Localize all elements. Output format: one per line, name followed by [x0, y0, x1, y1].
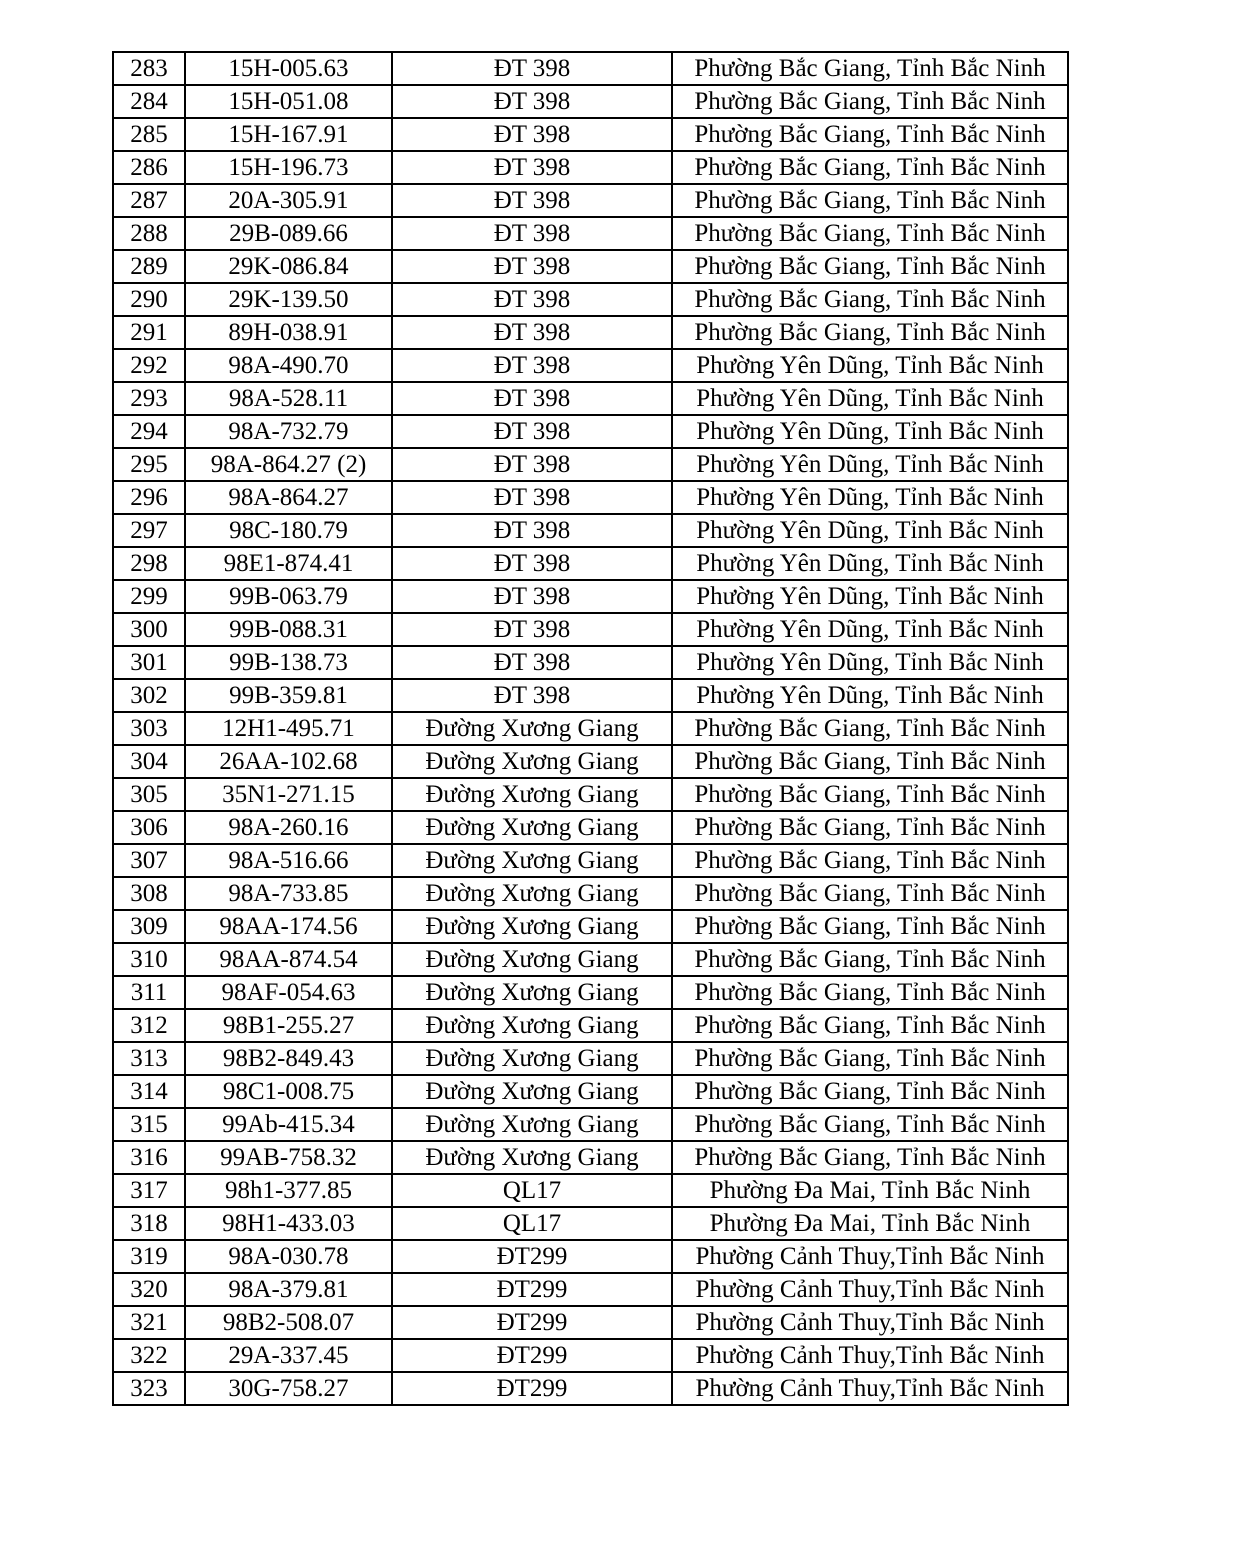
row-number-cell: 290 [113, 283, 185, 316]
license-plate-cell: 98A-732.79 [185, 415, 392, 448]
license-plate-cell: 26AA-102.68 [185, 745, 392, 778]
location-cell: Phường Cảnh Thuy,Tỉnh Bắc Ninh [672, 1372, 1068, 1405]
license-plate-cell: 30G-758.27 [185, 1372, 392, 1405]
location-cell: Phường Bắc Giang, Tỉnh Bắc Ninh [672, 811, 1068, 844]
row-number-cell: 284 [113, 85, 185, 118]
license-plate-cell: 98AA-874.54 [185, 943, 392, 976]
row-number-cell: 313 [113, 1042, 185, 1075]
road-cell: ĐT 398 [392, 250, 672, 283]
table-row [113, 1273, 1068, 1306]
table-row [113, 976, 1068, 1009]
row-number-cell: 316 [113, 1141, 185, 1174]
road-cell: ĐT 398 [392, 382, 672, 415]
table-row [113, 910, 1068, 943]
road-cell: Đường Xương Giang [392, 1075, 672, 1108]
road-cell: ĐT299 [392, 1273, 672, 1306]
road-cell: ĐT 398 [392, 283, 672, 316]
row-number-cell: 293 [113, 382, 185, 415]
table-row [113, 283, 1068, 316]
table-row [113, 1240, 1068, 1273]
row-number-cell: 303 [113, 712, 185, 745]
road-cell: ĐT 398 [392, 646, 672, 679]
license-plate-cell: 98E1-874.41 [185, 547, 392, 580]
license-plate-cell: 98A-490.70 [185, 349, 392, 382]
road-cell: Đường Xương Giang [392, 943, 672, 976]
table-row [113, 811, 1068, 844]
table-row [113, 1207, 1068, 1240]
license-plate-cell: 98AF-054.63 [185, 976, 392, 1009]
table-row [113, 1108, 1068, 1141]
location-cell: Phường Yên Dũng, Tỉnh Bắc Ninh [672, 448, 1068, 481]
road-cell: ĐT 398 [392, 85, 672, 118]
license-plate-cell: 98A-528.11 [185, 382, 392, 415]
row-number-cell: 288 [113, 217, 185, 250]
location-cell: Phường Cảnh Thuy,Tỉnh Bắc Ninh [672, 1240, 1068, 1273]
road-cell: ĐT299 [392, 1306, 672, 1339]
road-cell: ĐT 398 [392, 547, 672, 580]
location-cell: Phường Yên Dũng, Tỉnh Bắc Ninh [672, 547, 1068, 580]
road-cell: ĐT 398 [392, 679, 672, 712]
table-row [113, 613, 1068, 646]
location-cell: Phường Bắc Giang, Tỉnh Bắc Ninh [672, 118, 1068, 151]
license-plate-cell: 98AA-174.56 [185, 910, 392, 943]
location-cell: Phường Bắc Giang, Tỉnh Bắc Ninh [672, 217, 1068, 250]
row-number-cell: 317 [113, 1174, 185, 1207]
row-number-cell: 311 [113, 976, 185, 1009]
location-cell: Phường Bắc Giang, Tỉnh Bắc Ninh [672, 52, 1068, 85]
license-plate-cell: 99B-063.79 [185, 580, 392, 613]
location-cell: Phường Đa Mai, Tỉnh Bắc Ninh [672, 1207, 1068, 1240]
row-number-cell: 302 [113, 679, 185, 712]
license-plate-cell: 15H-196.73 [185, 151, 392, 184]
location-cell: Phường Bắc Giang, Tỉnh Bắc Ninh [672, 85, 1068, 118]
location-cell: Phường Bắc Giang, Tỉnh Bắc Ninh [672, 943, 1068, 976]
row-number-cell: 315 [113, 1108, 185, 1141]
table-row [113, 349, 1068, 382]
license-plate-cell: 29K-139.50 [185, 283, 392, 316]
location-cell: Phường Cảnh Thuy,Tỉnh Bắc Ninh [672, 1306, 1068, 1339]
location-cell: Phường Bắc Giang, Tỉnh Bắc Ninh [672, 1075, 1068, 1108]
road-cell: Đường Xương Giang [392, 1108, 672, 1141]
table-row [113, 448, 1068, 481]
location-cell: Phường Bắc Giang, Tỉnh Bắc Ninh [672, 184, 1068, 217]
table-row [113, 745, 1068, 778]
license-plate-cell: 35N1-271.15 [185, 778, 392, 811]
license-plate-cell: 98h1-377.85 [185, 1174, 392, 1207]
location-cell: Phường Bắc Giang, Tỉnh Bắc Ninh [672, 910, 1068, 943]
row-number-cell: 299 [113, 580, 185, 613]
license-plate-cell: 98A-864.27 [185, 481, 392, 514]
road-cell: Đường Xương Giang [392, 778, 672, 811]
row-number-cell: 307 [113, 844, 185, 877]
location-cell: Phường Cảnh Thuy,Tỉnh Bắc Ninh [672, 1273, 1068, 1306]
location-cell: Phường Bắc Giang, Tỉnh Bắc Ninh [672, 844, 1068, 877]
table-row [113, 1306, 1068, 1339]
table-row [113, 1042, 1068, 1075]
table-body [113, 52, 1068, 1405]
table-row [113, 151, 1068, 184]
license-plate-cell: 99AB-758.32 [185, 1141, 392, 1174]
road-cell: ĐT 398 [392, 580, 672, 613]
location-cell: Phường Bắc Giang, Tỉnh Bắc Ninh [672, 1009, 1068, 1042]
location-cell: Phường Bắc Giang, Tỉnh Bắc Ninh [672, 250, 1068, 283]
violations-table [112, 51, 1069, 1406]
row-number-cell: 296 [113, 481, 185, 514]
row-number-cell: 297 [113, 514, 185, 547]
license-plate-cell: 98A-516.66 [185, 844, 392, 877]
table-row [113, 547, 1068, 580]
location-cell: Phường Đa Mai, Tỉnh Bắc Ninh [672, 1174, 1068, 1207]
road-cell: ĐT 398 [392, 415, 672, 448]
license-plate-cell: 15H-051.08 [185, 85, 392, 118]
location-cell: Phường Bắc Giang, Tỉnh Bắc Ninh [672, 877, 1068, 910]
license-plate-cell: 99B-359.81 [185, 679, 392, 712]
table-row [113, 712, 1068, 745]
row-number-cell: 314 [113, 1075, 185, 1108]
license-plate-cell: 29K-086.84 [185, 250, 392, 283]
location-cell: Phường Bắc Giang, Tỉnh Bắc Ninh [672, 1108, 1068, 1141]
row-number-cell: 291 [113, 316, 185, 349]
row-number-cell: 312 [113, 1009, 185, 1042]
table-row [113, 646, 1068, 679]
row-number-cell: 322 [113, 1339, 185, 1372]
table-row [113, 250, 1068, 283]
table-row [113, 415, 1068, 448]
license-plate-cell: 29B-089.66 [185, 217, 392, 250]
table-row [113, 382, 1068, 415]
row-number-cell: 289 [113, 250, 185, 283]
table-row [113, 85, 1068, 118]
license-plate-cell: 99B-138.73 [185, 646, 392, 679]
table-row [113, 1372, 1068, 1405]
license-plate-cell: 98H1-433.03 [185, 1207, 392, 1240]
location-cell: Phường Bắc Giang, Tỉnh Bắc Ninh [672, 712, 1068, 745]
location-cell: Phường Bắc Giang, Tỉnh Bắc Ninh [672, 1042, 1068, 1075]
road-cell: ĐT 398 [392, 349, 672, 382]
license-plate-cell: 98B2-849.43 [185, 1042, 392, 1075]
table-row [113, 1339, 1068, 1372]
location-cell: Phường Yên Dũng, Tỉnh Bắc Ninh [672, 481, 1068, 514]
road-cell: Đường Xương Giang [392, 976, 672, 1009]
license-plate-cell: 98A-030.78 [185, 1240, 392, 1273]
license-plate-cell: 98A-864.27 (2) [185, 448, 392, 481]
row-number-cell: 292 [113, 349, 185, 382]
row-number-cell: 318 [113, 1207, 185, 1240]
road-cell: ĐT 398 [392, 316, 672, 349]
row-number-cell: 300 [113, 613, 185, 646]
location-cell: Phường Yên Dũng, Tỉnh Bắc Ninh [672, 580, 1068, 613]
location-cell: Phường Cảnh Thuy,Tỉnh Bắc Ninh [672, 1339, 1068, 1372]
location-cell: Phường Yên Dũng, Tỉnh Bắc Ninh [672, 613, 1068, 646]
row-number-cell: 309 [113, 910, 185, 943]
row-number-cell: 310 [113, 943, 185, 976]
table-row [113, 1009, 1068, 1042]
location-cell: Phường Yên Dũng, Tỉnh Bắc Ninh [672, 646, 1068, 679]
row-number-cell: 308 [113, 877, 185, 910]
license-plate-cell: 99Ab-415.34 [185, 1108, 392, 1141]
road-cell: ĐT 398 [392, 118, 672, 151]
location-cell: Phường Yên Dũng, Tỉnh Bắc Ninh [672, 679, 1068, 712]
road-cell: ĐT 398 [392, 514, 672, 547]
license-plate-cell: 98B2-508.07 [185, 1306, 392, 1339]
table-row [113, 184, 1068, 217]
road-cell: Đường Xương Giang [392, 1042, 672, 1075]
license-plate-cell: 98A-260.16 [185, 811, 392, 844]
road-cell: Đường Xương Giang [392, 811, 672, 844]
road-cell: Đường Xương Giang [392, 844, 672, 877]
location-cell: Phường Yên Dũng, Tỉnh Bắc Ninh [672, 415, 1068, 448]
table-row [113, 118, 1068, 151]
license-plate-cell: 15H-167.91 [185, 118, 392, 151]
road-cell: QL17 [392, 1174, 672, 1207]
license-plate-cell: 98B1-255.27 [185, 1009, 392, 1042]
license-plate-cell: 20A-305.91 [185, 184, 392, 217]
table-row [113, 1141, 1068, 1174]
location-cell: Phường Bắc Giang, Tỉnh Bắc Ninh [672, 283, 1068, 316]
road-cell: ĐT 398 [392, 52, 672, 85]
road-cell: Đường Xương Giang [392, 877, 672, 910]
row-number-cell: 294 [113, 415, 185, 448]
location-cell: Phường Yên Dũng, Tỉnh Bắc Ninh [672, 514, 1068, 547]
row-number-cell: 306 [113, 811, 185, 844]
road-cell: Đường Xương Giang [392, 910, 672, 943]
license-plate-cell: 89H-038.91 [185, 316, 392, 349]
row-number-cell: 283 [113, 52, 185, 85]
location-cell: Phường Yên Dũng, Tỉnh Bắc Ninh [672, 349, 1068, 382]
table-row [113, 1075, 1068, 1108]
table-row [113, 844, 1068, 877]
row-number-cell: 298 [113, 547, 185, 580]
license-plate-cell: 12H1-495.71 [185, 712, 392, 745]
table-row [113, 316, 1068, 349]
table-row [113, 52, 1068, 85]
road-cell: ĐT 398 [392, 613, 672, 646]
license-plate-cell: 98C-180.79 [185, 514, 392, 547]
license-plate-cell: 29A-337.45 [185, 1339, 392, 1372]
road-cell: Đường Xương Giang [392, 1141, 672, 1174]
road-cell: Đường Xương Giang [392, 712, 672, 745]
table-row [113, 778, 1068, 811]
table-row [113, 514, 1068, 547]
row-number-cell: 301 [113, 646, 185, 679]
table-row [113, 217, 1068, 250]
row-number-cell: 285 [113, 118, 185, 151]
row-number-cell: 323 [113, 1372, 185, 1405]
row-number-cell: 304 [113, 745, 185, 778]
location-cell: Phường Yên Dũng, Tỉnh Bắc Ninh [672, 382, 1068, 415]
road-cell: ĐT 398 [392, 151, 672, 184]
table-row [113, 1174, 1068, 1207]
road-cell: ĐT 398 [392, 481, 672, 514]
road-cell: QL17 [392, 1207, 672, 1240]
location-cell: Phường Bắc Giang, Tỉnh Bắc Ninh [672, 1141, 1068, 1174]
road-cell: Đường Xương Giang [392, 745, 672, 778]
row-number-cell: 320 [113, 1273, 185, 1306]
location-cell: Phường Bắc Giang, Tỉnh Bắc Ninh [672, 745, 1068, 778]
row-number-cell: 295 [113, 448, 185, 481]
road-cell: ĐT299 [392, 1240, 672, 1273]
row-number-cell: 286 [113, 151, 185, 184]
table-row [113, 481, 1068, 514]
road-cell: ĐT 398 [392, 217, 672, 250]
location-cell: Phường Bắc Giang, Tỉnh Bắc Ninh [672, 151, 1068, 184]
license-plate-cell: 15H-005.63 [185, 52, 392, 85]
row-number-cell: 321 [113, 1306, 185, 1339]
row-number-cell: 319 [113, 1240, 185, 1273]
road-cell: Đường Xương Giang [392, 1009, 672, 1042]
license-plate-cell: 98A-733.85 [185, 877, 392, 910]
row-number-cell: 305 [113, 778, 185, 811]
table-row [113, 679, 1068, 712]
table-row [113, 877, 1068, 910]
table-row [113, 580, 1068, 613]
row-number-cell: 287 [113, 184, 185, 217]
table-row [113, 943, 1068, 976]
road-cell: ĐT299 [392, 1372, 672, 1405]
location-cell: Phường Bắc Giang, Tỉnh Bắc Ninh [672, 778, 1068, 811]
road-cell: ĐT299 [392, 1339, 672, 1372]
road-cell: ĐT 398 [392, 448, 672, 481]
location-cell: Phường Bắc Giang, Tỉnh Bắc Ninh [672, 976, 1068, 1009]
license-plate-cell: 99B-088.31 [185, 613, 392, 646]
location-cell: Phường Bắc Giang, Tỉnh Bắc Ninh [672, 316, 1068, 349]
license-plate-cell: 98C1-008.75 [185, 1075, 392, 1108]
road-cell: ĐT 398 [392, 184, 672, 217]
license-plate-cell: 98A-379.81 [185, 1273, 392, 1306]
